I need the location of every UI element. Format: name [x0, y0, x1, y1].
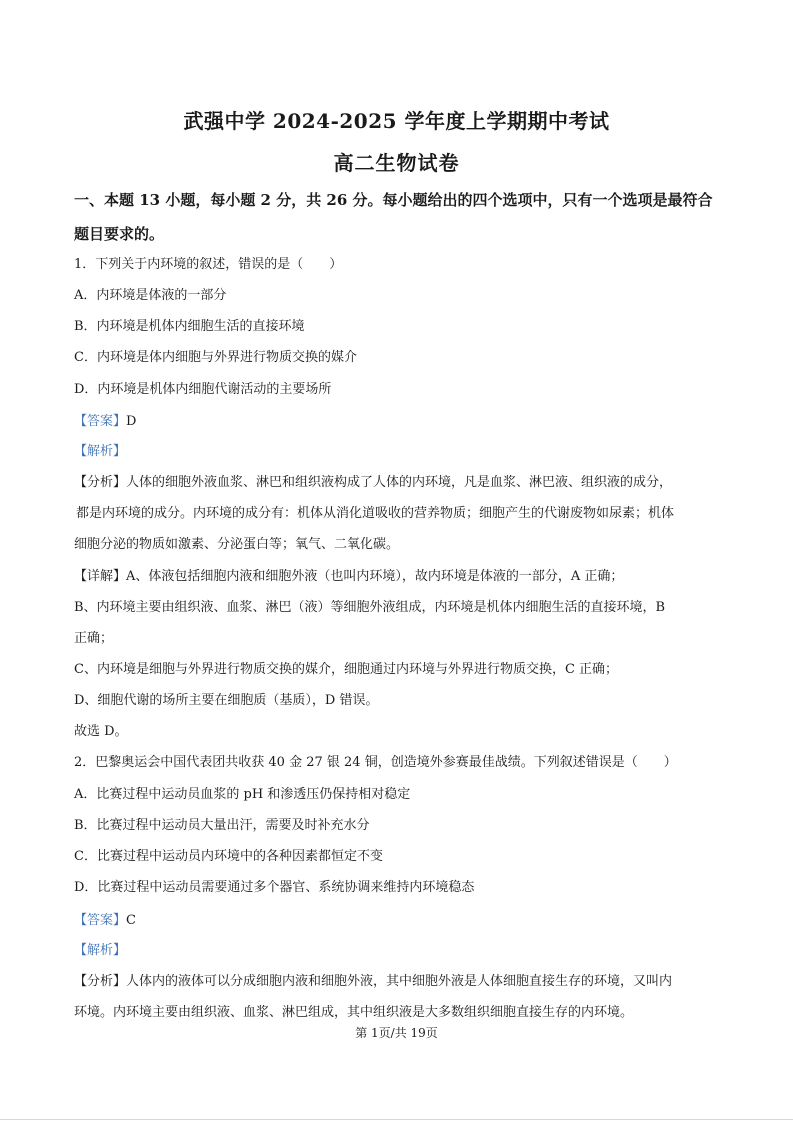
q1-fenxi-tag: 【分析】: [74, 475, 127, 490]
q1-answer: [74, 415, 136, 429]
q2-option-b: B．比赛过程中运动员大量出汗，需要及时补充水分: [74, 818, 370, 833]
q2-option-c: C．比赛过程中运动员内环境中的各种因素都恒定不变: [74, 849, 383, 864]
q1-option-b: B．内环境是机体内细胞生活的直接环境: [74, 319, 305, 334]
q1-answer-tag: 【答案】: [74, 414, 127, 429]
q2-option-d: D．比赛过程中运动员需要通过多个器官、系统协调来维持内环境稳态: [74, 880, 475, 895]
q1-xiangjie-text1: A、体液包括细胞内液和细胞外液（也叫内环境），故内环境是体液的一部分，A 正确；: [126, 569, 624, 584]
q1-xiangjie-line3: 正确；: [74, 631, 114, 646]
q1-fenxi-line2: 都是内环境的成分。内环境的成分有：机体从消化道吸收的营养物质；细胞产生的代谢废物如尿素；机体: [76, 506, 675, 521]
q1-answer-value: D: [126, 414, 137, 429]
q1-fenxi-line3: 细胞分泌的物质如激素、分泌蛋白等；氧气、二氧化碳。: [74, 537, 400, 552]
q2-answer-tag: 【答案】: [74, 913, 127, 928]
q1-analysis-tag: 【解析】: [74, 444, 127, 459]
q1-xiangjie-line1: [74, 570, 623, 584]
q2-option-a: A．比赛过程中运动员血浆的 pH 和渗透压仍保持相对稳定: [74, 787, 411, 802]
q1-option-c: C．内环境是体内细胞与外界进行物质交换的媒介: [74, 350, 357, 365]
q2-fenxi-line2: 环境。内环境主要由组织液、血浆、淋巴组成，其中组织液是大多数组织细胞直接生存的内环境。: [74, 1005, 634, 1020]
exam-title: 武强中学 2024-2025 学年度上学期期中考试: [183, 109, 610, 133]
q2-analysis-tag: 【解析】: [74, 943, 127, 958]
section-heading-line1: 一、本题 13 小题，每小题 2 分，共 26 分。每小题给出的四个选项中，只有一个选项是最符合: [74, 191, 713, 209]
q1-xiangjie-tag: 【详解】: [74, 569, 127, 584]
q2-answer: [74, 914, 136, 928]
q2-stem: 2．巴黎奥运会中国代表团共收获 40 金 27 银 24 铜，创造境外参赛最佳战绩。下列叙述错误是（ ）: [74, 755, 677, 770]
page-number: 第 1页/共 19页: [355, 1026, 438, 1040]
page-bottom-divider: [0, 1119, 793, 1120]
q2-answer-value: C: [126, 913, 136, 928]
exam-subtitle: 高二生物试卷: [333, 151, 460, 175]
q2-fenxi-line1: [74, 975, 672, 989]
q1-xiangjie-line2: B、内环境主要由组织液、血浆、淋巴（液）等细胞外液组成，内环境是机体内细胞生活的直接环境，B: [74, 600, 666, 615]
q1-stem: 1．下列关于内环境的叙述，错误的是（ ）: [74, 257, 343, 272]
q1-conclusion: 故选 D。: [74, 724, 128, 739]
q1-fenxi-text1: 人体的细胞外液血浆、淋巴和组织液构成了人体的内环境，凡是血浆、淋巴液、组织液的成分，: [126, 475, 673, 490]
q1-fenxi-line1: [74, 476, 672, 490]
q2-fenxi-text1: 人体内的液体可以分成细胞内液和细胞外液，其中细胞外液是人体细胞直接生存的环境，又叫内: [126, 974, 673, 989]
q1-option-d: D．内环境是机体内细胞代谢活动的主要场所: [74, 382, 332, 397]
section-heading-line2: 题目要求的。: [74, 225, 165, 243]
q1-xiangjie-line5: D、细胞代谢的场所主要在细胞质（基质），D 错误。: [74, 693, 379, 708]
q1-option-a: A．内环境是体液的一部分: [74, 288, 227, 303]
q1-xiangjie-line4: C、内环境是细胞与外界进行物质交换的媒介，细胞通过内环境与外界进行物质交换，C 正确；: [74, 662, 619, 677]
q2-fenxi-tag: 【分析】: [74, 974, 127, 989]
